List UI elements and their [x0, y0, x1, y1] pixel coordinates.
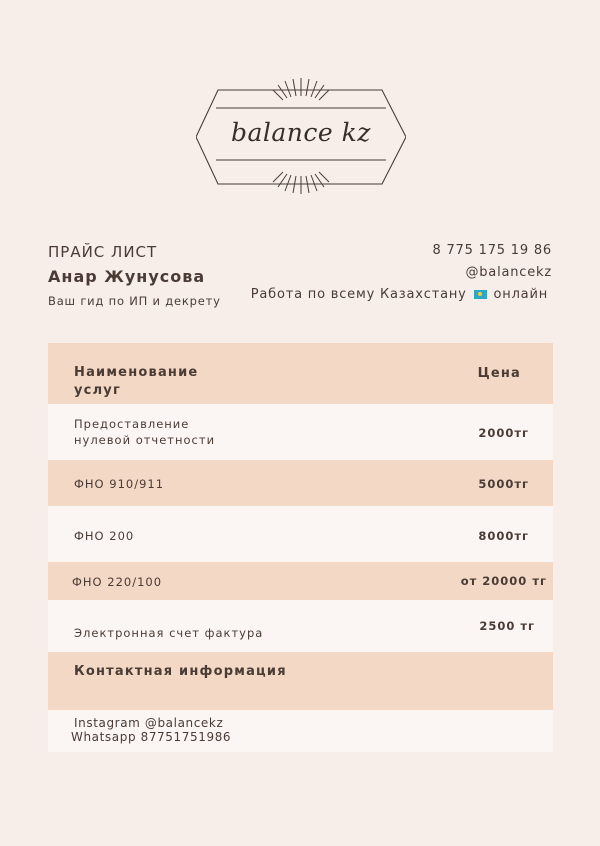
service-name: Электронная счет фактура: [74, 626, 264, 640]
price-table-header: [48, 343, 553, 404]
service-name: Предоставление нулевой отчетности: [74, 417, 216, 447]
tagline: Ваш гид по ИП и декрету: [48, 294, 221, 308]
service-price: 8000тг: [478, 529, 529, 543]
whatsapp-contact: Whatsapp 87751751986: [71, 730, 232, 744]
instagram-contact: Instagram @balancekz: [74, 716, 224, 730]
table-row: [48, 600, 553, 652]
person-name: Анар Жунусова: [48, 267, 206, 286]
service-name: ФНО 220/100: [72, 575, 163, 589]
service-name: ФНО 910/911: [74, 477, 165, 491]
header-left: [48, 243, 221, 308]
contacts-title: Контактная информация: [74, 664, 287, 679]
column-header-service: Наименование услуг: [74, 365, 199, 398]
service-price: 2500 тг: [479, 619, 535, 633]
document-title: ПРАЙС ЛИСТ: [48, 243, 158, 261]
service-price: 2000тг: [478, 426, 529, 440]
logo-wordmark: balance kz: [231, 118, 371, 147]
service-area: [251, 287, 548, 302]
phone-number: 8 775 175 19 86: [432, 243, 552, 258]
table-row: [48, 460, 553, 506]
service-price: 5000тг: [478, 477, 529, 491]
kazakhstan-flag-icon: [474, 290, 487, 299]
online-text: онлайн: [493, 287, 548, 302]
table-row: [48, 506, 553, 562]
social-handle: @balancekz: [465, 265, 552, 280]
header-right: [251, 243, 552, 302]
contacts-header: [48, 652, 553, 710]
service-area-text: Работа по всему Казахстану: [250, 287, 467, 302]
table-row: [48, 562, 553, 600]
service-name: ФНО 200: [74, 529, 135, 543]
service-price: от 20000 тг: [460, 574, 547, 588]
column-header-price: Цена: [477, 366, 521, 381]
table-row: [48, 404, 553, 460]
contacts-body: [48, 710, 553, 752]
